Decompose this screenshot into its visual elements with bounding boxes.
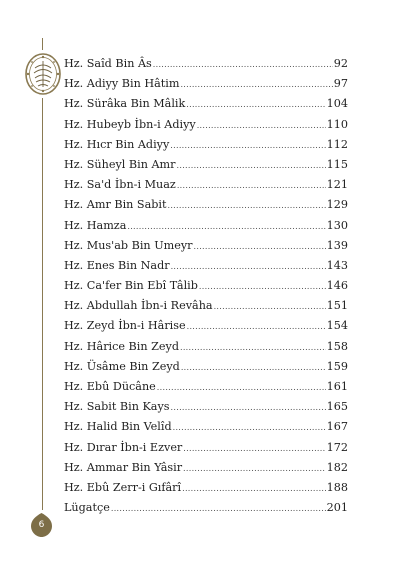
toc-entry	[64, 417, 348, 437]
toc-entry-page: 201	[326, 501, 348, 515]
toc-entry-page: 121	[326, 178, 348, 192]
toc-entry-title: Lügatçe	[64, 501, 110, 515]
toc-dot-leader	[186, 95, 325, 115]
toc-entry	[64, 458, 348, 478]
toc-entry	[64, 216, 348, 236]
toc-entry-page: 104	[326, 97, 348, 111]
toc-dot-leader	[171, 398, 326, 418]
toc-entry-title: Hz. Ebû Zerr-i Gıfârî	[64, 480, 182, 494]
toc-entry-page: 110	[326, 117, 348, 131]
toc-entry-page: 130	[326, 218, 348, 232]
toc-entry	[64, 54, 348, 74]
toc-entry-title: Hz. Hıcr Bin Adiyy	[64, 137, 170, 151]
toc-entry	[64, 195, 348, 215]
toc-entry-title: Hz. Hamza	[64, 218, 127, 232]
toc-entry-page: 159	[326, 359, 348, 373]
toc-dot-leader	[157, 378, 326, 398]
toc-entry-title: Hz. Hubeyb İbn-i Adiyy	[64, 117, 196, 131]
toc-entry-title: Hz. Ca'fer Bin Ebî Tâlib	[64, 279, 198, 293]
toc-entry-title: Hz. Hârice Bin Zeyd	[64, 339, 179, 353]
toc-entry-page: 146	[326, 279, 348, 293]
margin-rule-top	[42, 38, 43, 50]
toc-dot-leader	[171, 257, 326, 277]
toc-entry-title: Hz. Sabit Bin Kays	[64, 400, 170, 414]
margin-rule	[42, 98, 43, 510]
toc-entry-title: Hz. Ammar Bin Yâsir	[64, 460, 183, 474]
toc-entry-page: 143	[326, 258, 348, 272]
toc-dot-leader	[181, 358, 326, 378]
toc-entry-title: Hz. Ebû Dücâne	[64, 380, 156, 393]
toc-dot-leader	[127, 217, 325, 237]
toc-entry	[64, 135, 348, 155]
toc-dot-leader	[187, 317, 326, 337]
toc-entry-title: Hz. Sa'd İbn-i Muaz	[64, 178, 176, 192]
floral-medallion-icon	[24, 52, 62, 96]
toc-entry	[64, 337, 348, 357]
toc-entry	[64, 377, 348, 397]
toc-entry-page: 188	[326, 480, 348, 494]
toc-entry-title: Hz. Süheyl Bin Amr	[64, 157, 176, 171]
toc-entry-page: 165	[326, 400, 348, 414]
toc-entry-page: 161	[326, 380, 348, 393]
toc-dot-leader	[194, 237, 326, 257]
toc-dot-leader	[183, 459, 326, 479]
toc-dot-leader	[170, 136, 325, 156]
toc-entry-title: Hz. Mus'ab Bin Umeyr	[64, 238, 193, 252]
toc-entry	[64, 115, 348, 135]
toc-entry-title: Hz. Amr Bin Sabit	[64, 198, 167, 212]
toc-entry	[64, 438, 348, 458]
toc-entry-page: 139	[326, 238, 348, 252]
toc-entry	[64, 175, 348, 195]
toc-entry	[64, 397, 348, 417]
toc-dot-leader	[177, 156, 326, 176]
toc-entry-title: Hz. Zeyd İbn-i Hârise	[64, 319, 186, 333]
toc-entry	[64, 94, 348, 114]
toc-entry-title: Hz. Abdullah İbn-i Revâha	[64, 299, 213, 313]
toc-entry-page: 97	[333, 77, 348, 91]
toc-dot-leader	[168, 196, 326, 216]
toc-entry-page: 158	[326, 339, 348, 353]
toc-entry	[64, 155, 348, 175]
toc-dot-leader	[111, 499, 326, 519]
toc-entry-page: 129	[326, 198, 348, 212]
table-of-contents	[64, 54, 348, 518]
toc-entry	[64, 74, 348, 94]
toc-entry-page: 112	[326, 137, 348, 151]
toc-dot-leader	[180, 75, 332, 95]
page-number: 6	[38, 520, 45, 530]
toc-entry-title: Hz. Sürâka Bin Mâlik	[64, 97, 186, 111]
toc-entry-title: Hz. Enes Bin Nadr	[64, 258, 170, 272]
toc-entry-title: Hz. Dırar İbn-i Ezver	[64, 440, 183, 454]
toc-dot-leader	[183, 439, 325, 459]
toc-dot-leader	[153, 55, 333, 75]
toc-entry-page: 172	[326, 440, 348, 454]
toc-entry	[64, 296, 348, 316]
page-number-badge	[31, 513, 52, 537]
toc-entry	[64, 357, 348, 377]
toc-dot-leader	[177, 176, 326, 196]
toc-dot-leader	[182, 479, 326, 499]
toc-entry-page: 92	[333, 57, 348, 70]
toc-dot-leader	[199, 277, 326, 297]
toc-entry	[64, 256, 348, 276]
toc-entry-title: Hz. Üsâme Bin Zeyd	[64, 359, 180, 373]
toc-entry-title: Hz. Halid Bin Velîd	[64, 420, 172, 434]
toc-entry	[64, 236, 348, 256]
toc-entry-page: 115	[326, 157, 348, 171]
toc-dot-leader	[214, 297, 326, 317]
toc-entry	[64, 478, 348, 498]
toc-entry	[64, 276, 348, 296]
toc-entry-page: 154	[326, 319, 348, 333]
toc-entry-title: Hz. Adiyy Bin Hâtim	[64, 77, 180, 91]
toc-entry-page: 167	[326, 420, 348, 434]
toc-entry	[64, 316, 348, 336]
toc-entry-page: 151	[326, 299, 348, 313]
toc-entry-page: 182	[326, 460, 348, 474]
toc-dot-leader	[197, 116, 326, 136]
toc-dot-leader	[173, 418, 326, 438]
toc-entry	[64, 498, 348, 518]
toc-dot-leader	[180, 338, 326, 358]
toc-entry-title: Hz. Saîd Bin Âs	[64, 57, 152, 70]
